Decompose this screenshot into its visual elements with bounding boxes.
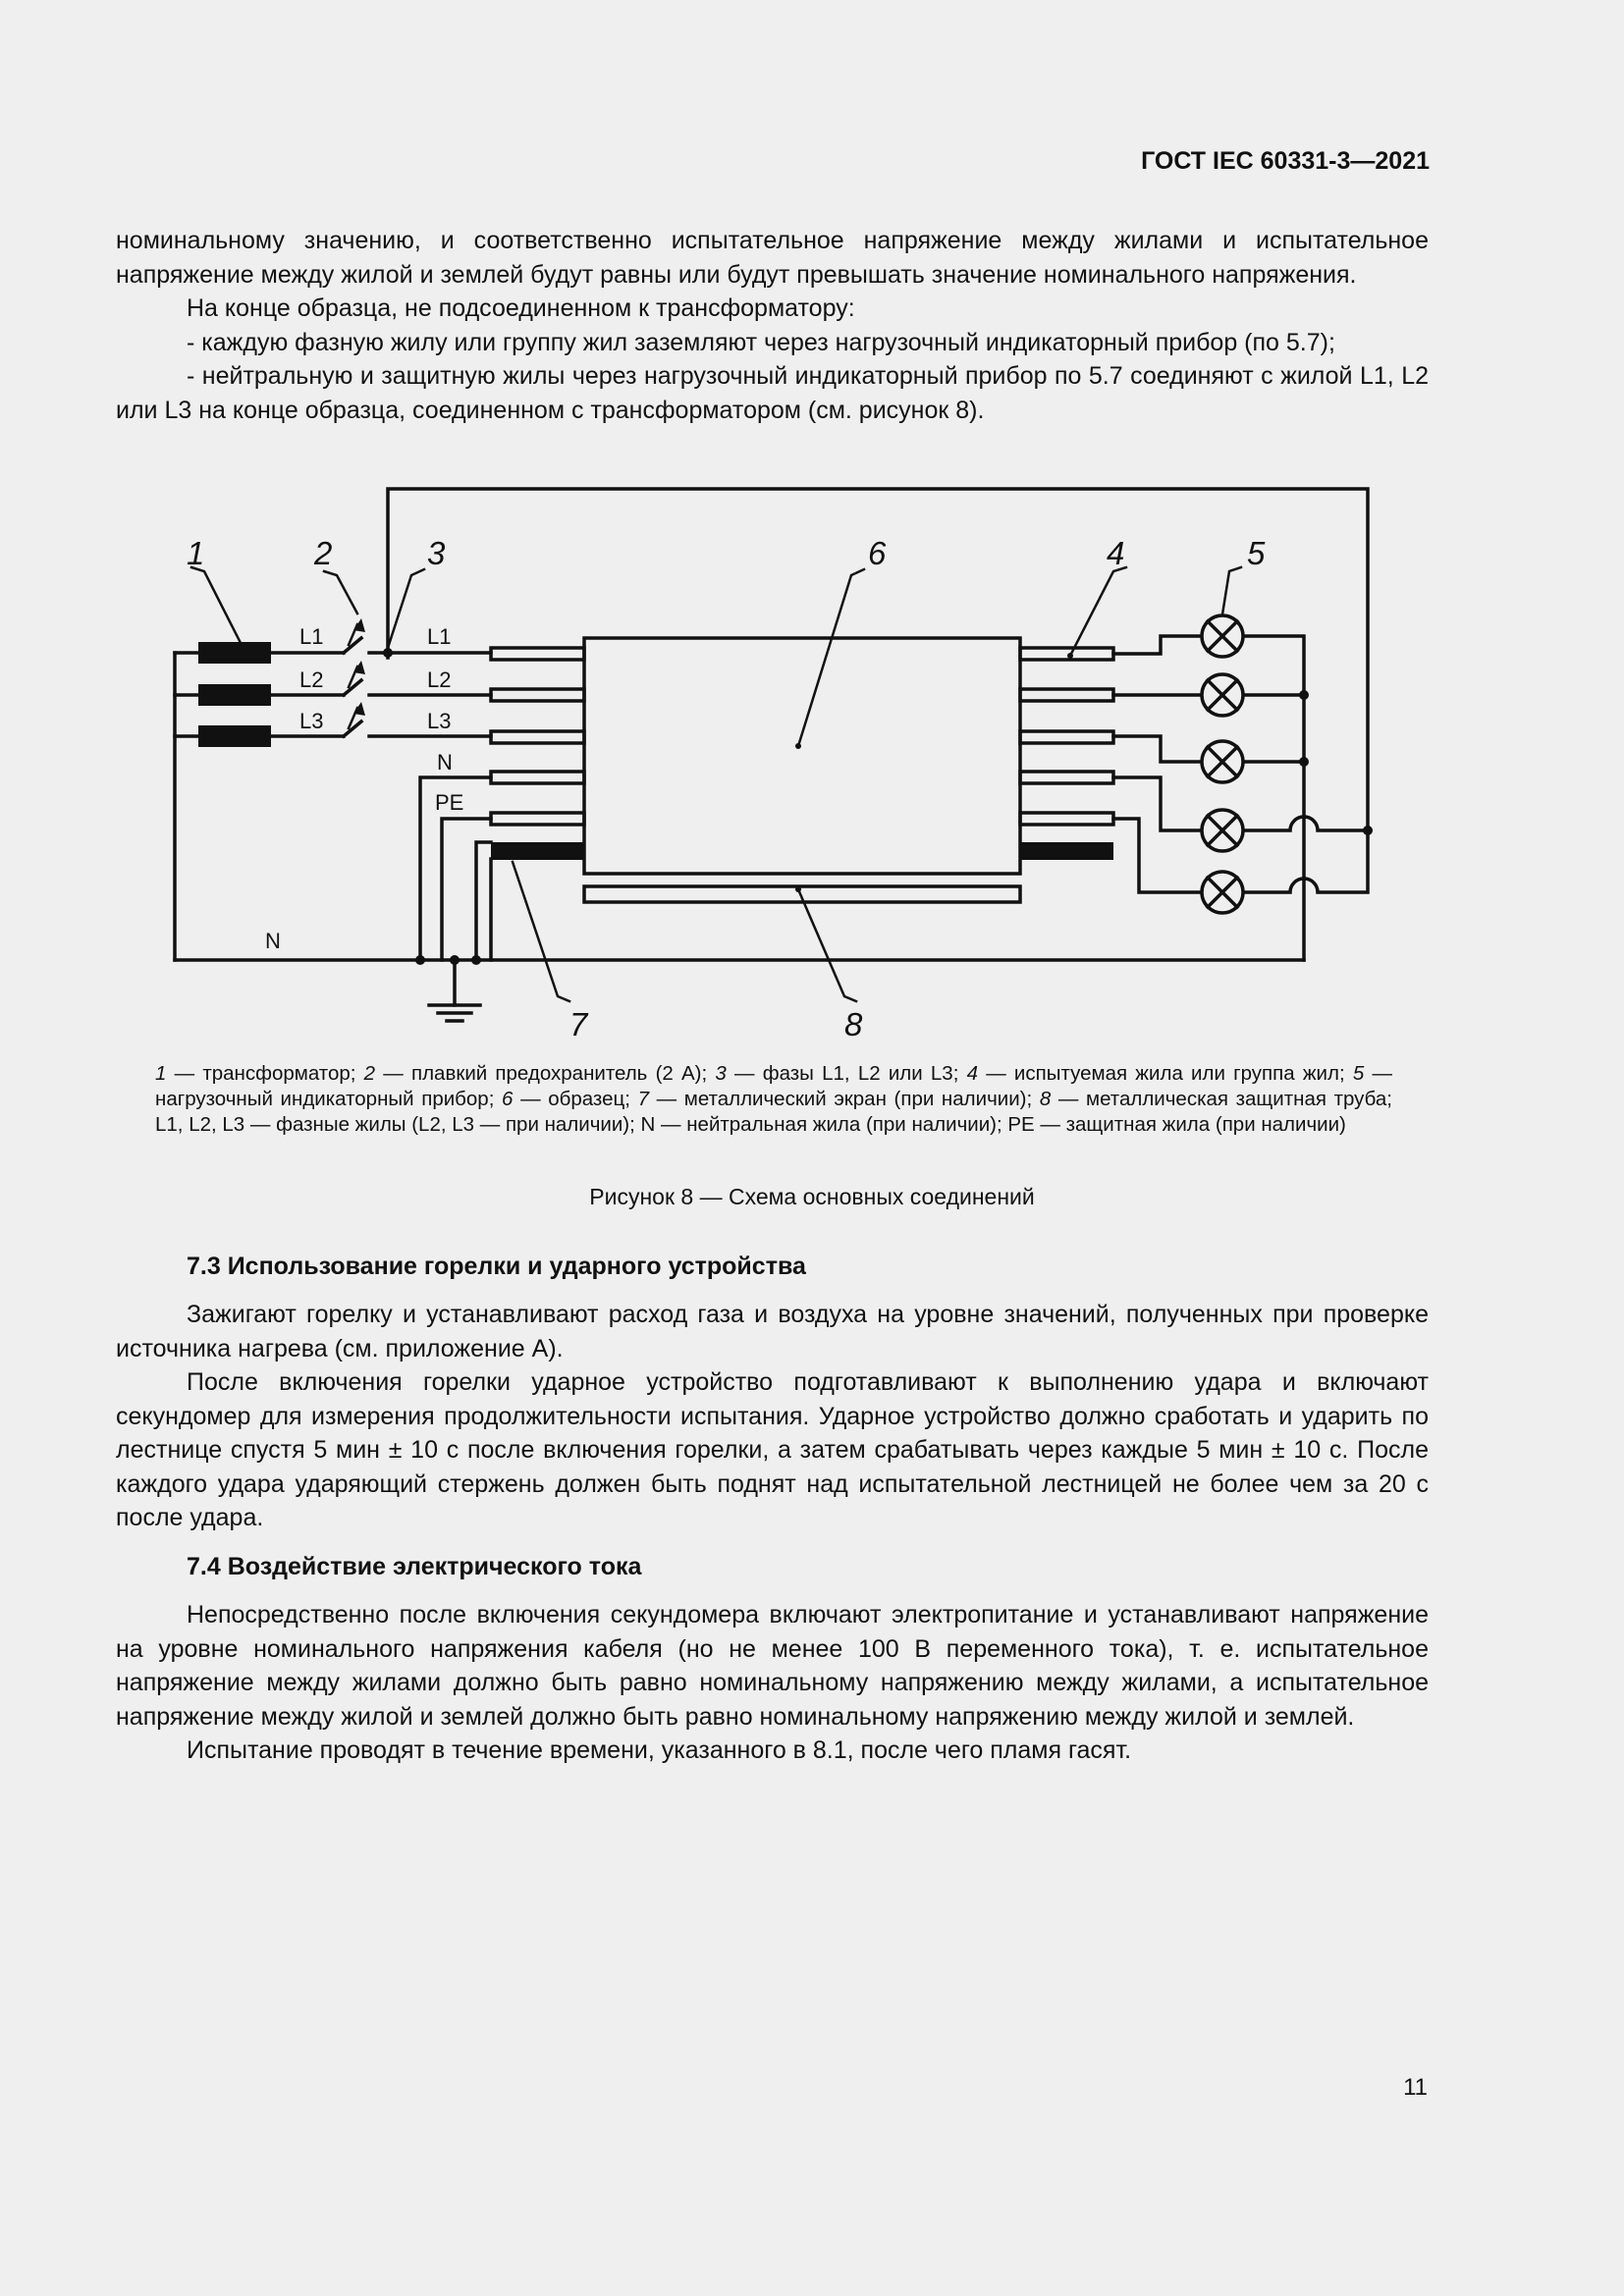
section-paragraph: Непосредственно после включения секундомера включают электропитание и устанавливают напряжение на уровне номинального напряжения кабеля (но не менее 100 В переменного тока), т. е. испытательное напряжение между жилами должно быть равно номинальному напряжению между жилами, а испытательное напряжение между жилой и землей должно быть равно номинальному напряжению между жилой и землей. — [116, 1601, 1429, 1731]
section-paragraph: После включения горелки ударное устройство подготавливают к выполнению удара и включают секундомер для измерения продолжительности испытания. Ударное устройство должно сработать и ударить по лестнице спустя 5 мин ± 10 с после включения горелки, а затем срабатывать через каждые 5 мин ± 10 с. После каждого удара ударяющий стержень должен быть поднят над испытательной лестницей не более чем за 20 с после удара. — [116, 1368, 1429, 1531]
callout-7: 7 — [569, 1006, 588, 1042]
label-n: N — [437, 750, 453, 774]
label-l2-right: L2 — [427, 667, 452, 692]
legend-number: 1 — [155, 1062, 167, 1085]
metallic-screen — [491, 842, 584, 860]
legend-text: — металлическая защитная труба; L1, L2, L3 — фазные жилы (L2, L3 — при наличии); N — нейтральная жила (при наличии); PE — защитная жила (при наличии) — [155, 1088, 1392, 1136]
callout-8: 8 — [844, 1006, 863, 1042]
intro-bullet: - каждую фазную жилу или группу жил заземляют через нагрузочный индикаторный прибор (по 5.7); — [187, 328, 1335, 356]
callout-1: 1 — [187, 535, 205, 571]
callout-3: 3 — [427, 535, 446, 571]
indicator-lamp — [1202, 810, 1243, 851]
legend-text: — металлический экран (при наличии); — [648, 1088, 1040, 1110]
legend-number: 4 — [966, 1062, 979, 1085]
legend-text: — испытуемая жила или группа жил; — [978, 1062, 1353, 1085]
label-l2-left: L2 — [299, 667, 324, 692]
callout-6: 6 — [868, 535, 887, 571]
legend-number: 7 — [637, 1088, 649, 1110]
figure-caption: Рисунок 8 — Схема основных соединений — [589, 1184, 1035, 1209]
section-title-7-3: 7.3 Использование горелки и ударного устройства — [187, 1253, 806, 1280]
label-pe: PE — [435, 790, 464, 815]
section-title-7-4: 7.4 Воздействие электрического тока — [187, 1553, 642, 1580]
callout-4: 4 — [1107, 535, 1125, 571]
document-header: ГОСТ IEC 60331-3—2021 — [1141, 147, 1430, 175]
callout-2: 2 — [314, 535, 333, 571]
intro-bullet: - нейтральную и защитную жилы через нагрузочный индикаторный прибор по 5.7 соединяют с жилой L1, L2 или L3 на конце образца, соединенном с трансформатором (см. рисунок 8). — [116, 362, 1429, 424]
legend-text: — трансформатор; — [166, 1062, 364, 1085]
legend-number: 8 — [1039, 1088, 1052, 1110]
section-paragraph: Испытание проводят в течение времени, указанного в 8.1, после чего пламя гасят. — [187, 1736, 1132, 1764]
label-l1-left: L1 — [299, 624, 324, 649]
connection-diagram — [147, 481, 1414, 1050]
intro-paragraph: номинальному значению, и соответственно испытательное напряжение между жилами и испытательное напряжение между жилой и землей будут равны или будут превышать значение номинального напряжения. — [116, 227, 1429, 289]
legend-number: 5 — [1352, 1062, 1365, 1085]
indicator-lamp — [1202, 872, 1243, 913]
legend-number: 6 — [502, 1088, 514, 1110]
legend-text: — плавкий предохранитель (2 A); — [375, 1062, 716, 1085]
transformer-coil — [198, 642, 271, 664]
label-l3-right: L3 — [427, 709, 452, 733]
intro-text — [116, 224, 1429, 427]
legend-number: 2 — [363, 1062, 376, 1085]
legend-number: 3 — [715, 1062, 727, 1085]
legend-text: — нагрузочный индикаторный прибор; — [155, 1062, 1392, 1110]
metallic-screen — [1020, 842, 1113, 860]
indicator-lamp — [1202, 615, 1243, 657]
label-l1-right: L1 — [427, 624, 452, 649]
transformer-coil — [198, 725, 271, 747]
figure-legend — [155, 1061, 1392, 1138]
intro-paragraph: На конце образца, не подсоединенном к трансформатору: — [187, 294, 855, 322]
transformer-coil — [198, 684, 271, 706]
legend-text: — образец; — [513, 1088, 638, 1110]
section-body-7-3 — [116, 1298, 1429, 1535]
section-paragraph: Зажигают горелку и устанавливают расход газа и воздуха на уровне значений, полученных при проверке источника нагрева (см. приложение А). — [116, 1301, 1429, 1362]
legend-text: — фазы L1, L2 или L3; — [726, 1062, 967, 1085]
indicator-lamp — [1202, 741, 1243, 782]
indicator-lamp — [1202, 674, 1243, 716]
section-body-7-4 — [116, 1598, 1429, 1768]
label-l3-left: L3 — [299, 709, 324, 733]
page-number: 11 — [1403, 2074, 1428, 2101]
label-n-return: N — [265, 929, 281, 953]
callout-5: 5 — [1247, 535, 1266, 571]
